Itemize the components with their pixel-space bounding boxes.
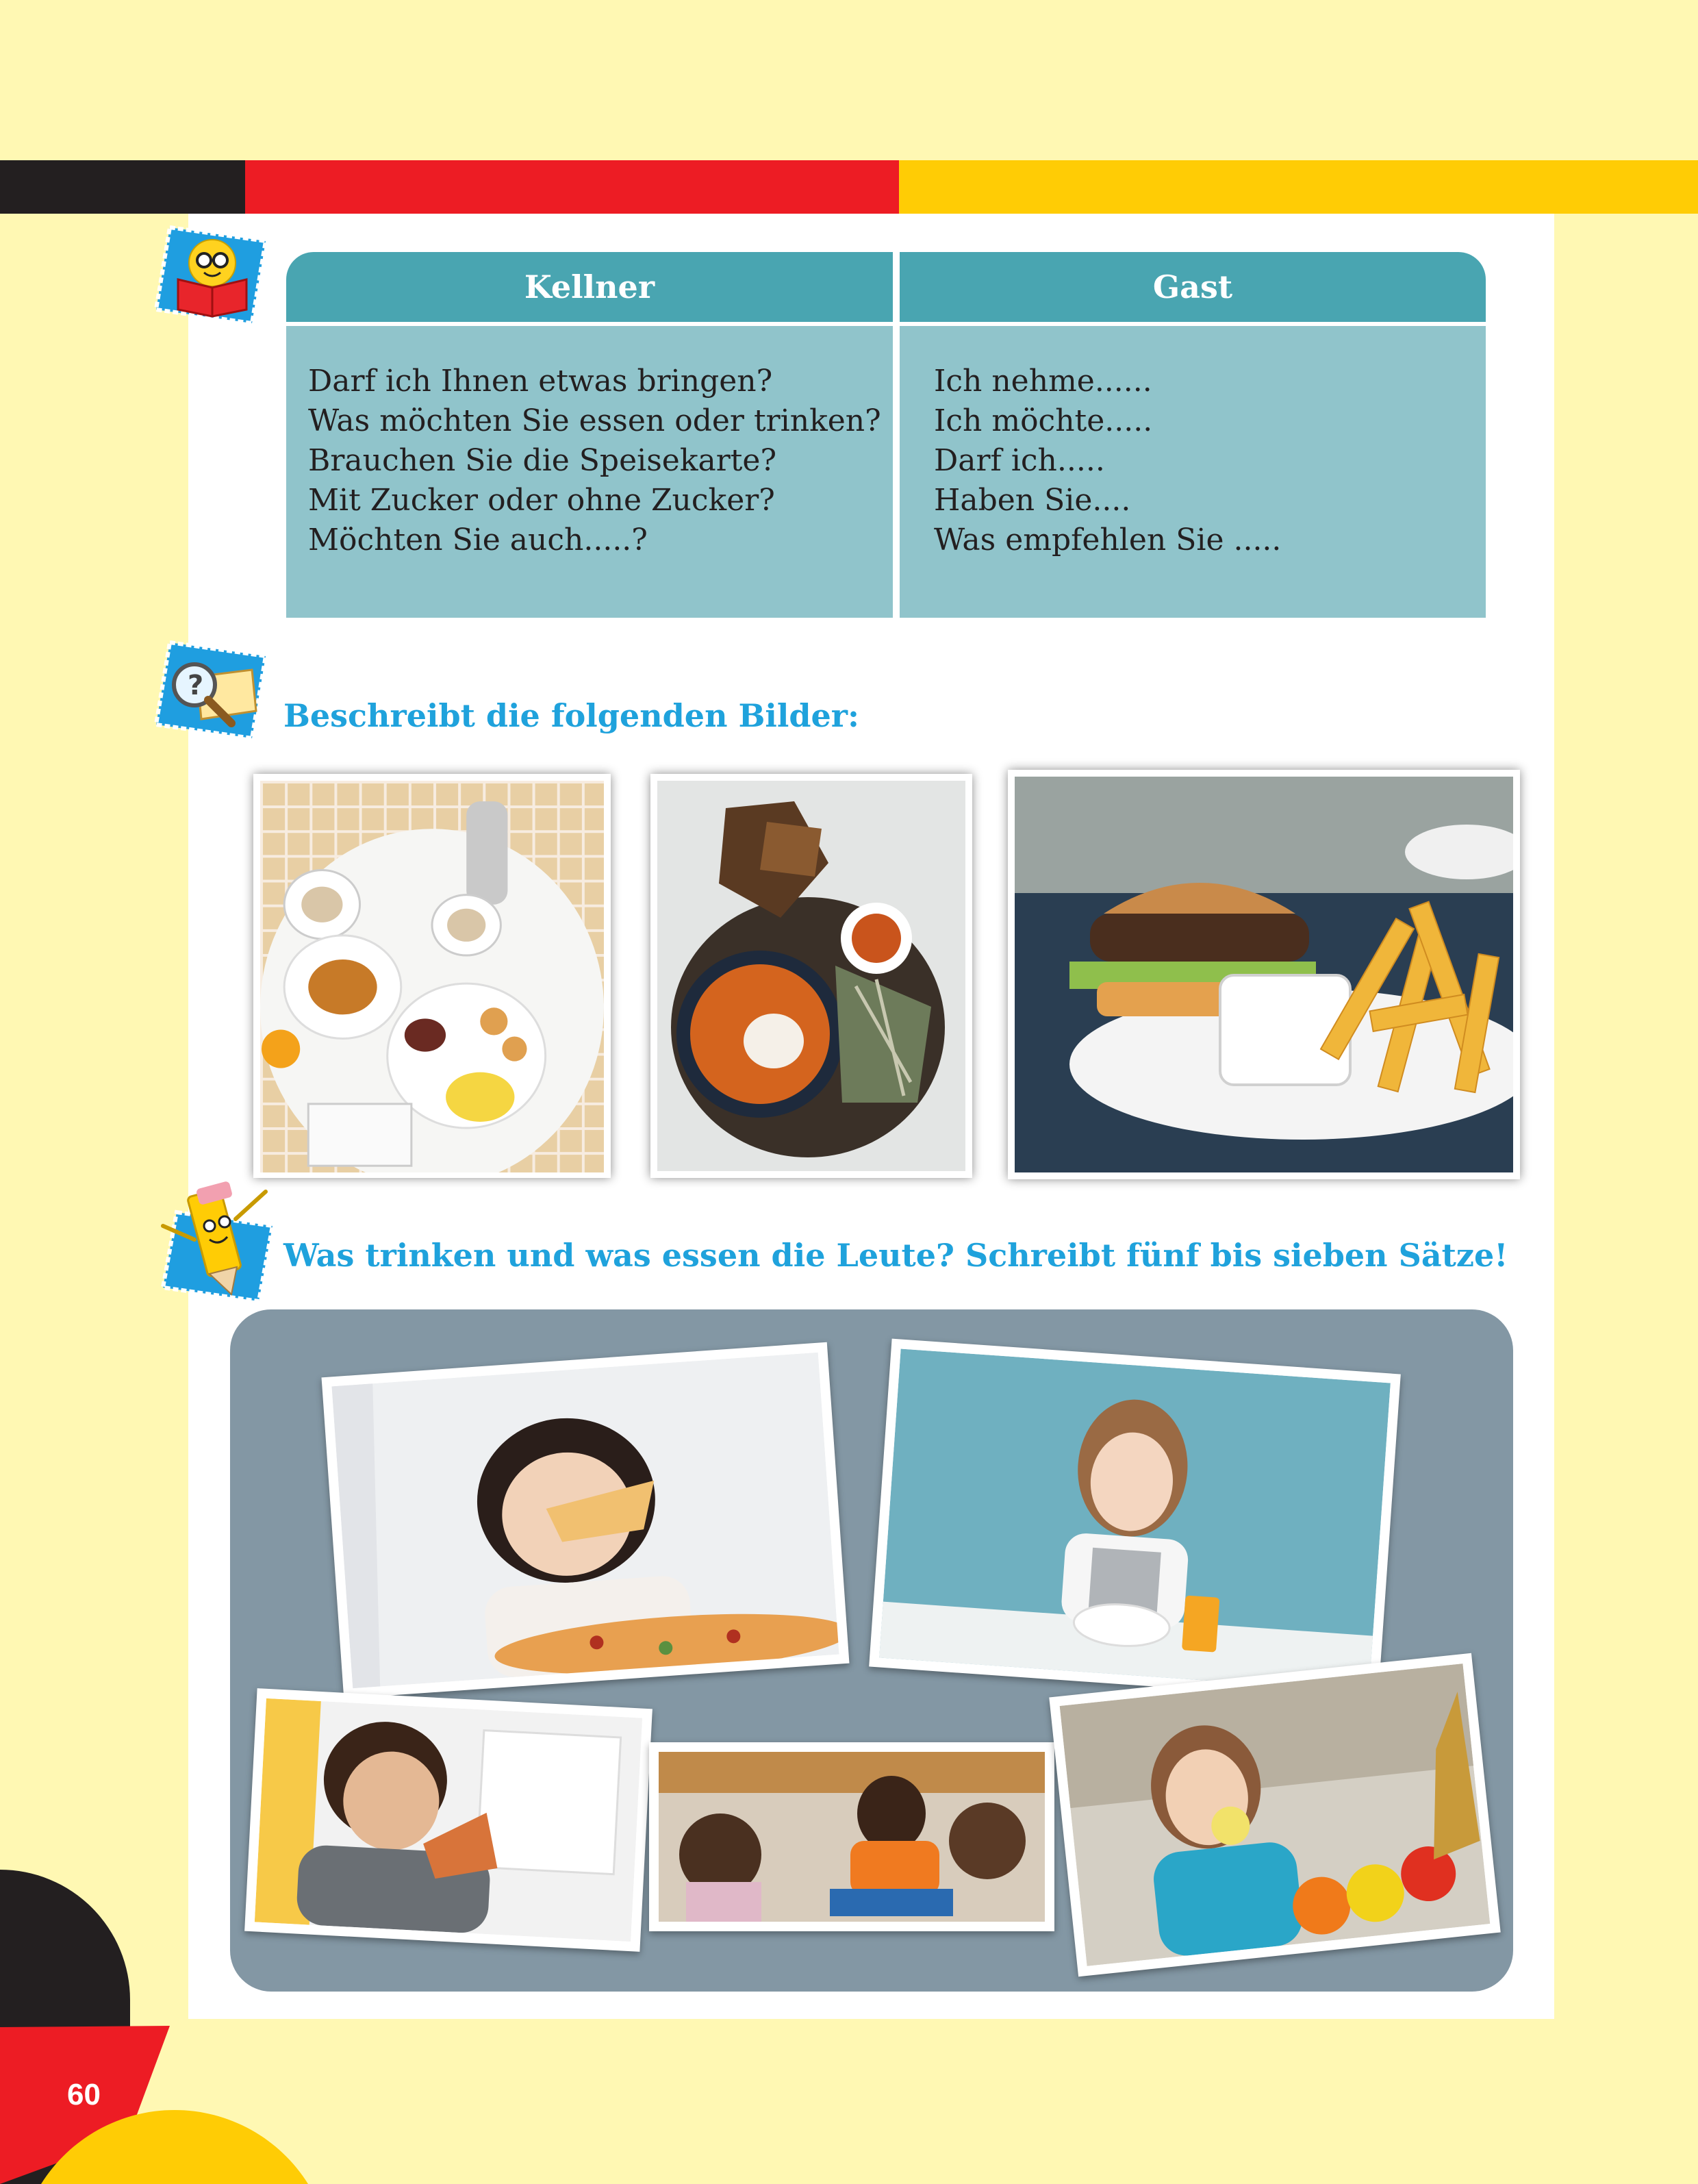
table-header-waiter: Kellner bbox=[286, 252, 893, 322]
waiter-phrase: Was möchten Sie essen oder trinken? bbox=[308, 403, 881, 438]
flag-stripe-red bbox=[245, 160, 899, 214]
dialogue-table bbox=[286, 252, 1486, 618]
guest-phrase: Haben Sie.... bbox=[934, 483, 1131, 518]
soup-image bbox=[657, 781, 965, 1171]
waiter-phrase: Darf ich Ihnen etwas bringen? bbox=[308, 364, 773, 399]
flag-stripe-black bbox=[0, 160, 245, 214]
boy-eating-pizza-image bbox=[255, 1698, 642, 1942]
girl-eating-cereal-image bbox=[879, 1349, 1391, 1692]
burger-photo bbox=[1008, 770, 1520, 1179]
soup-photo bbox=[650, 774, 972, 1178]
table-cell-guest bbox=[900, 326, 1486, 618]
breakfast-image bbox=[260, 781, 604, 1172]
instruction-write-sentences: Was trinken und was essen die Leute? Schreibt fünf bis sieben Sätze! bbox=[283, 1237, 1508, 1274]
svg-text:?: ? bbox=[188, 670, 204, 701]
girl-eating-pizza-photo bbox=[322, 1342, 850, 1698]
instruction-describe-pictures: Beschreibt die folgenden Bilder: bbox=[283, 697, 860, 734]
breakfast-photo bbox=[253, 774, 611, 1178]
burger-image bbox=[1015, 777, 1513, 1172]
guest-phrase: Ich nehme...... bbox=[934, 364, 1152, 399]
boy-in-cafeteria-image bbox=[659, 1752, 1045, 1922]
guest-phrase: Was empfehlen Sie ..... bbox=[934, 523, 1282, 557]
page-number: 60 bbox=[67, 2078, 101, 2111]
boy-in-cafeteria-photo bbox=[649, 1742, 1054, 1931]
waiter-phrase: Brauchen Sie die Speisekarte? bbox=[308, 443, 777, 478]
girl-eating-pizza-image bbox=[331, 1353, 839, 1689]
flag-stripe-gold bbox=[899, 160, 1698, 214]
guest-phrase: Darf ich..... bbox=[934, 443, 1105, 478]
guest-phrase: Ich möchte..... bbox=[934, 403, 1153, 438]
waiter-phrase: Mit Zucker oder ohne Zucker? bbox=[308, 483, 775, 518]
pencil-mascot-icon bbox=[149, 1171, 279, 1308]
magnifier-book-icon bbox=[149, 636, 273, 745]
girl-eating-cereal-photo bbox=[869, 1339, 1401, 1703]
girl-eating-fruit-image bbox=[1060, 1664, 1491, 1966]
boy-eating-pizza-photo bbox=[244, 1688, 652, 1952]
reading-emoji-icon bbox=[149, 221, 273, 330]
girl-eating-fruit-photo bbox=[1049, 1653, 1500, 1977]
table-cell-waiter bbox=[286, 326, 893, 618]
table-header-guest: Gast bbox=[900, 252, 1486, 322]
waiter-phrase: Möchten Sie auch.....? bbox=[308, 523, 648, 557]
